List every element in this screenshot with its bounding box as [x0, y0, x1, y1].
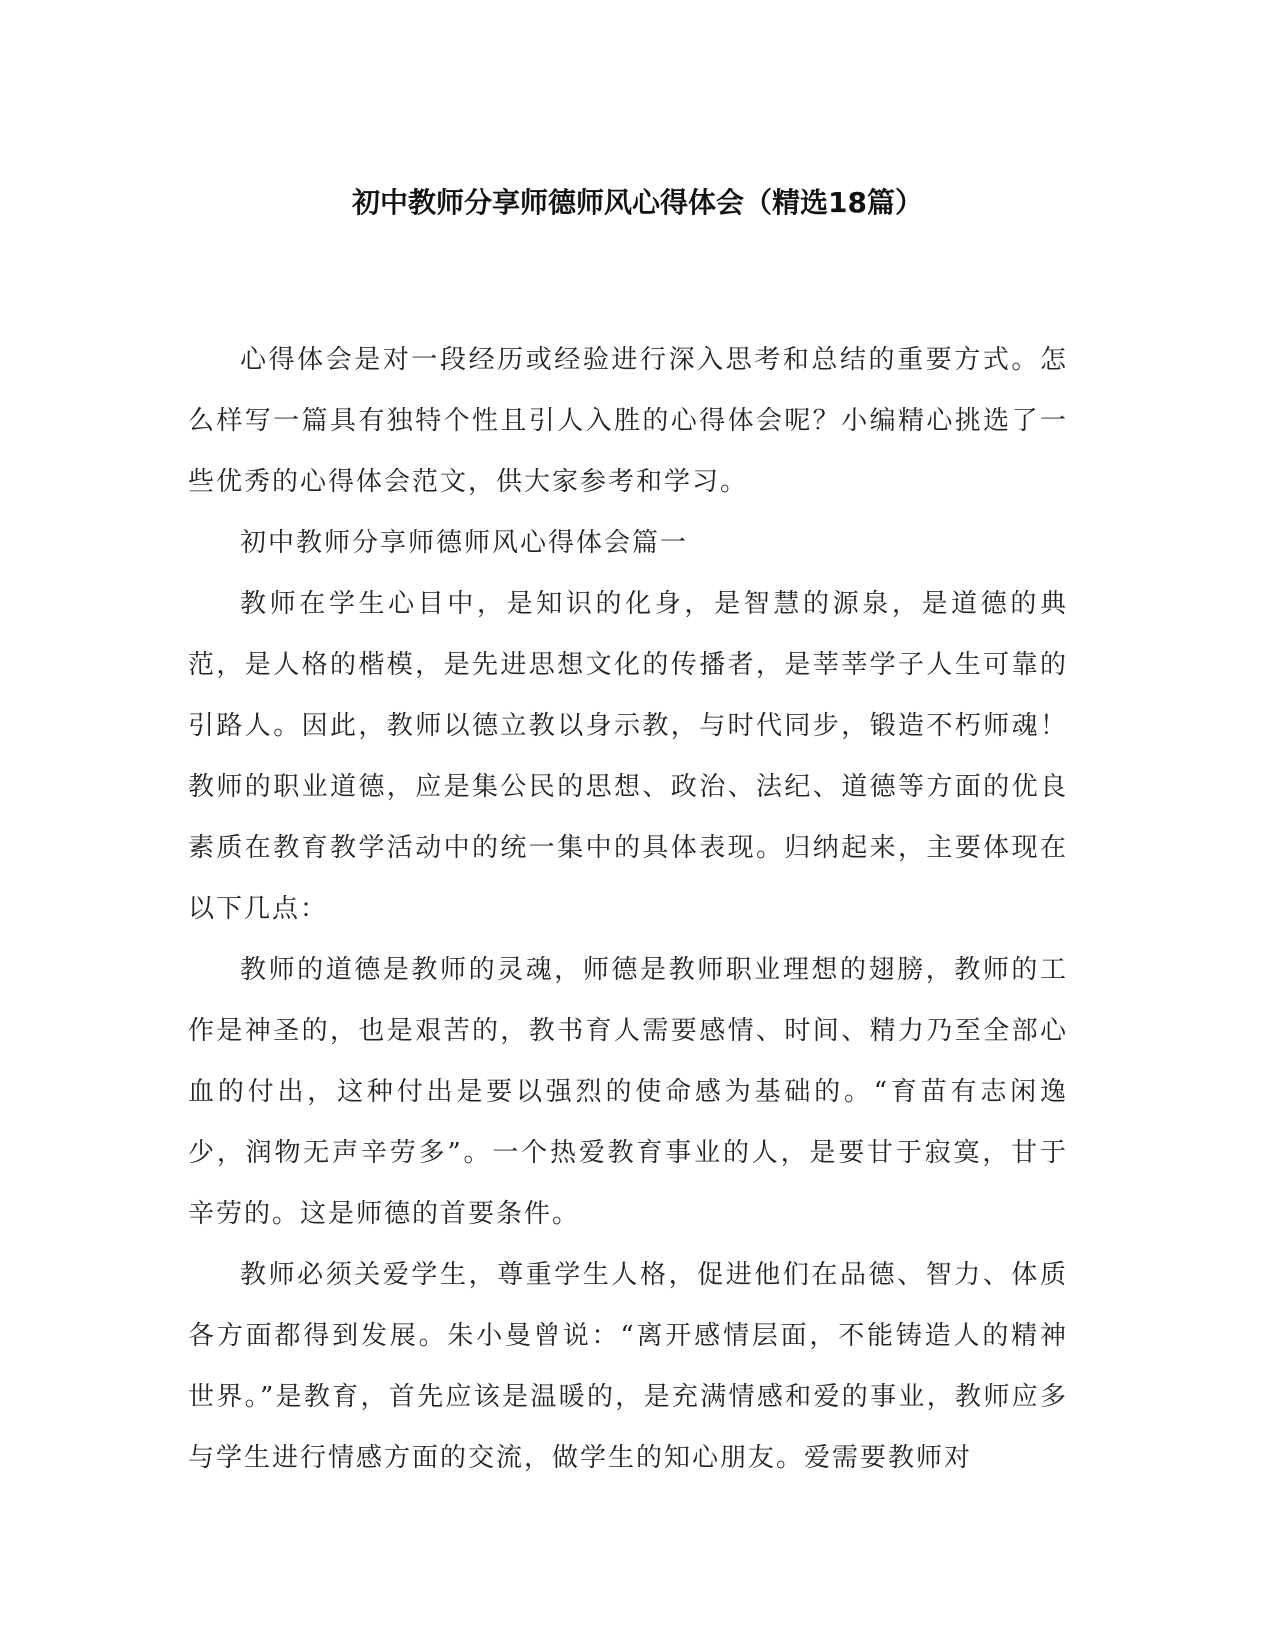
paragraph: 教师的道德是教师的灵魂，师德是教师职业理想的翅膀，教师的工作是神圣的，也是艰苦的，教书育人需要感情、时间、精力乃至全部心血的付出，这种付出是要以强烈的使命感为基础的。“育苗有志闲逸少，润物无声辛劳多”。一个热爱教育事业的人，是要甘于寂寞，甘于辛劳的。这是师德的首要条件。	[188, 955, 1068, 1229]
paragraph: 教师必须关爱学生，尊重学生人格，促进他们在品德、智力、体质各方面都得到发展。朱小曼曾说：“离开感情层面，不能铸造人的精神世界。”是教育，首先应该是温暖的，是充满情感和爱的事业，教师应多与学生进行情感方面的交流，做学生的知心朋友。爱需要教师对	[188, 1260, 1068, 1473]
document-title: 初中教师分享师德师风心得体会（精选18篇）	[352, 186, 923, 219]
paragraph-intro: 心得体会是对一段经历或经验进行深入思考和总结的重要方式。怎么样写一篇具有独特个性且引人入胜的心得体会呢？小编精心挑选了一些优秀的心得体会范文，供大家参考和学习。	[188, 345, 1068, 497]
section-heading: 初中教师分享师德师风心得体会篇一	[240, 528, 689, 558]
paragraph: 教师在学生心目中，是知识的化身，是智慧的源泉，是道德的典范，是人格的楷模，是先进思想文化的传播者，是莘莘学子人生可靠的引路人。因此，教师以德立教以身示教，与时代同步，锻造不朽师魂！教师的职业道德，应是集公民的思想、政治、法纪、道德等方面的优良素质在教育教学活动中的统一集中的具体表现。归纳起来，主要体现在以下几点：	[188, 589, 1068, 924]
document-body	[188, 330, 1068, 1489]
